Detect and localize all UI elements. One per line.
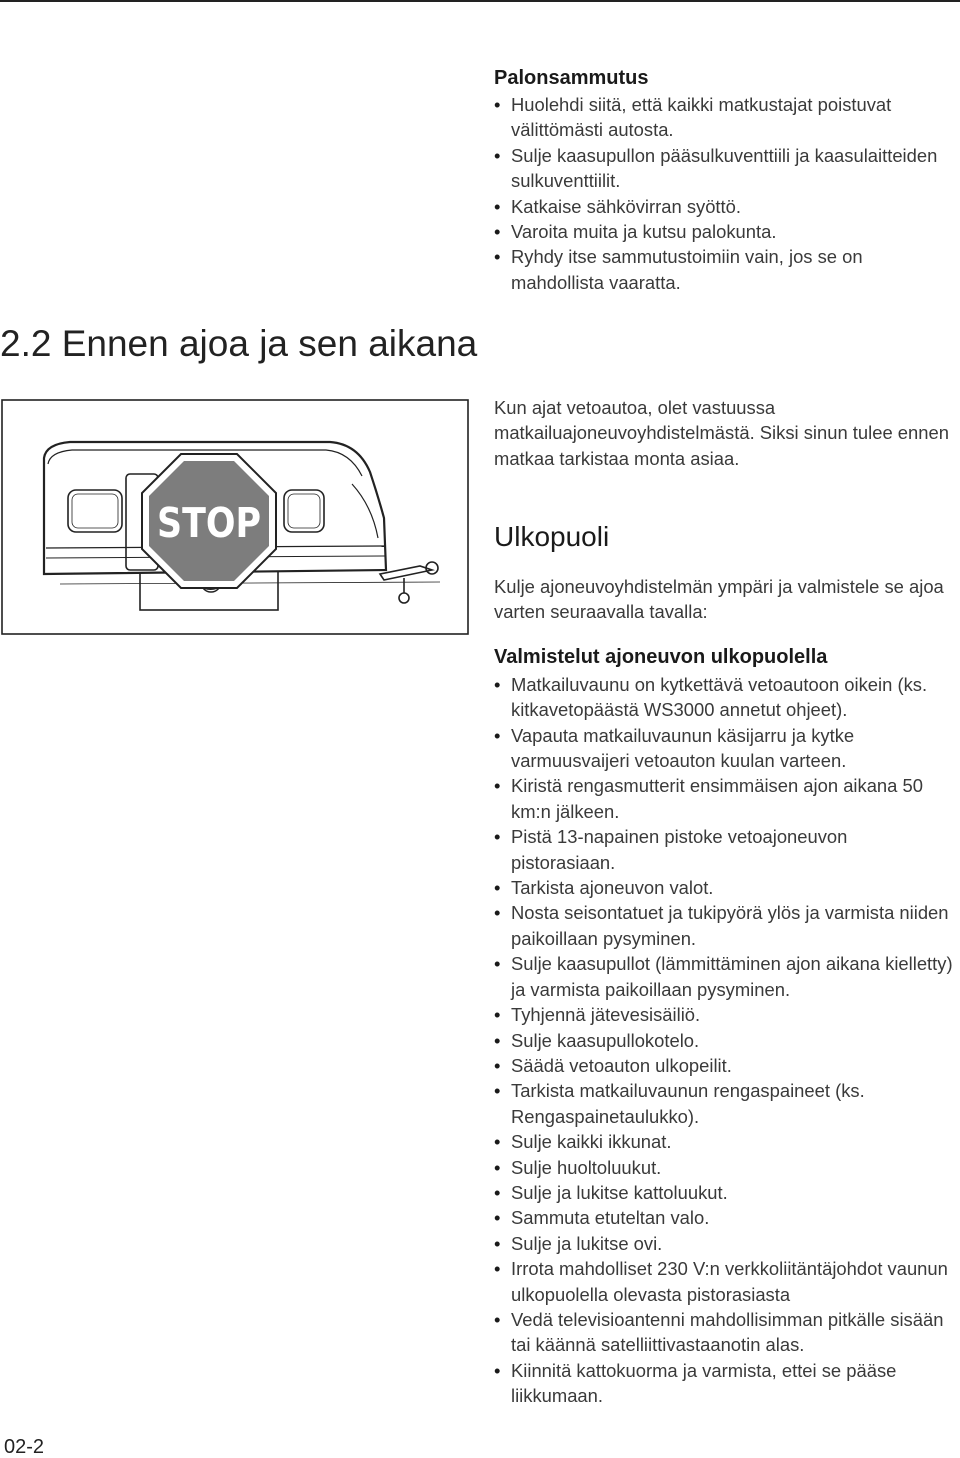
list-item: • Pistä 13-napainen pistoke vetoajoneuvon pistorasiaan. — [494, 824, 956, 875]
list-item: • Varoita muita ja kutsu palokunta. — [494, 219, 956, 244]
list-item: • Sulje kaikki ikkunat. — [494, 1129, 956, 1154]
list-item: • Sulje kaasupullon pääsulkuventtiili ja kaasulaitteiden sulkuventtiilit. — [494, 143, 956, 194]
page-number: 02-2 — [4, 1436, 45, 1458]
list-item: • Katkaise sähkövirran syöttö. — [494, 194, 956, 219]
section-intro: Kun ajat vetoautoa, olet vastuussa matkailuajoneuvoyhdistelmästä. Siksi sinun tulee ennen matkaa tarkistaa monta asiaa. — [494, 397, 949, 469]
outside-title: Ulkopuoli — [494, 521, 610, 552]
list-item: • Sammuta etuteltan valo. — [494, 1205, 956, 1230]
list-item: • Säädä vetoauton ulkopeilit. — [494, 1053, 956, 1078]
outside-section — [494, 520, 956, 1409]
top-rule — [0, 0, 960, 2]
list-item: • Vedä televisioantenni mahdollisimman pitkälle sisään tai käännä satelliittivastaanotin alas. — [494, 1307, 956, 1358]
outside-heading: Valmistelut ajoneuvon ulkopuolella — [494, 645, 828, 668]
list-item: • Sulje huoltoluukut. — [494, 1155, 956, 1180]
list-item: • Tyhjennä jätevesisäiliö. — [494, 1002, 956, 1027]
list-item: • Tarkista matkailuvaunun rengaspaineet (ks. Rengaspainetaulukko). — [494, 1078, 956, 1129]
list-item: • Kiinnitä kattokuorma ja varmista, ettei se pääse liikkumaan. — [494, 1358, 956, 1409]
outside-intro: Kulje ajoneuvoyhdistelmän ympäri ja valmistele se ajoa varten seuraavalla tavalla: — [494, 576, 944, 623]
list-item: • Ryhdy itse sammutustoimiin vain, jos se on mahdollista vaaratta. — [494, 244, 956, 295]
list-item: • Tarkista ajoneuvon valot. — [494, 875, 956, 900]
fire-list — [494, 92, 956, 295]
list-item: • Nosta seisontatuet ja tukipyörä ylös ja varmista niiden paikoillaan pysyminen. — [494, 900, 956, 951]
list-item: • Sulje kaasupullot (lämmittäminen ajon aikana kielletty) ja varmista paikoillaan pysyminen. — [494, 951, 956, 1002]
list-item: • Irrota mahdolliset 230 V:n verkkoliitäntäjohdot vaunun ulkopuolella olevasta pistorasiasta — [494, 1256, 956, 1307]
list-item: • Sulje ja lukitse kattoluukut. — [494, 1180, 956, 1205]
list-item: • Sulje ja lukitse ovi. — [494, 1231, 956, 1256]
caravan-stop-illustration — [0, 398, 472, 636]
fire-section — [494, 66, 956, 295]
outside-list — [494, 672, 956, 1409]
list-item: • Vapauta matkailuvaunun käsijarru ja kytke varmuusvaijeri vetoauton kuulan varteen. — [494, 723, 956, 774]
list-item: • Sulje kaasupullokotelo. — [494, 1028, 956, 1053]
fire-heading: Palonsammutus — [494, 67, 649, 89]
list-item: • Matkailuvaunu on kytkettävä vetoautoon oikein (ks. kitkavetopäästä WS3000 annetut ohjeet). — [494, 672, 956, 723]
list-item: • Huolehdi siitä, että kaikki matkustajat poistuvat välittömästi autosta. — [494, 92, 956, 143]
section-title: 2.2 Ennen ajoa ja sen aikana — [0, 323, 478, 364]
stop-sign-text: STOP — [157, 499, 261, 547]
list-item: • Kiristä rengasmutterit ensimmäisen ajon aikana 50 km:n jälkeen. — [494, 773, 956, 824]
